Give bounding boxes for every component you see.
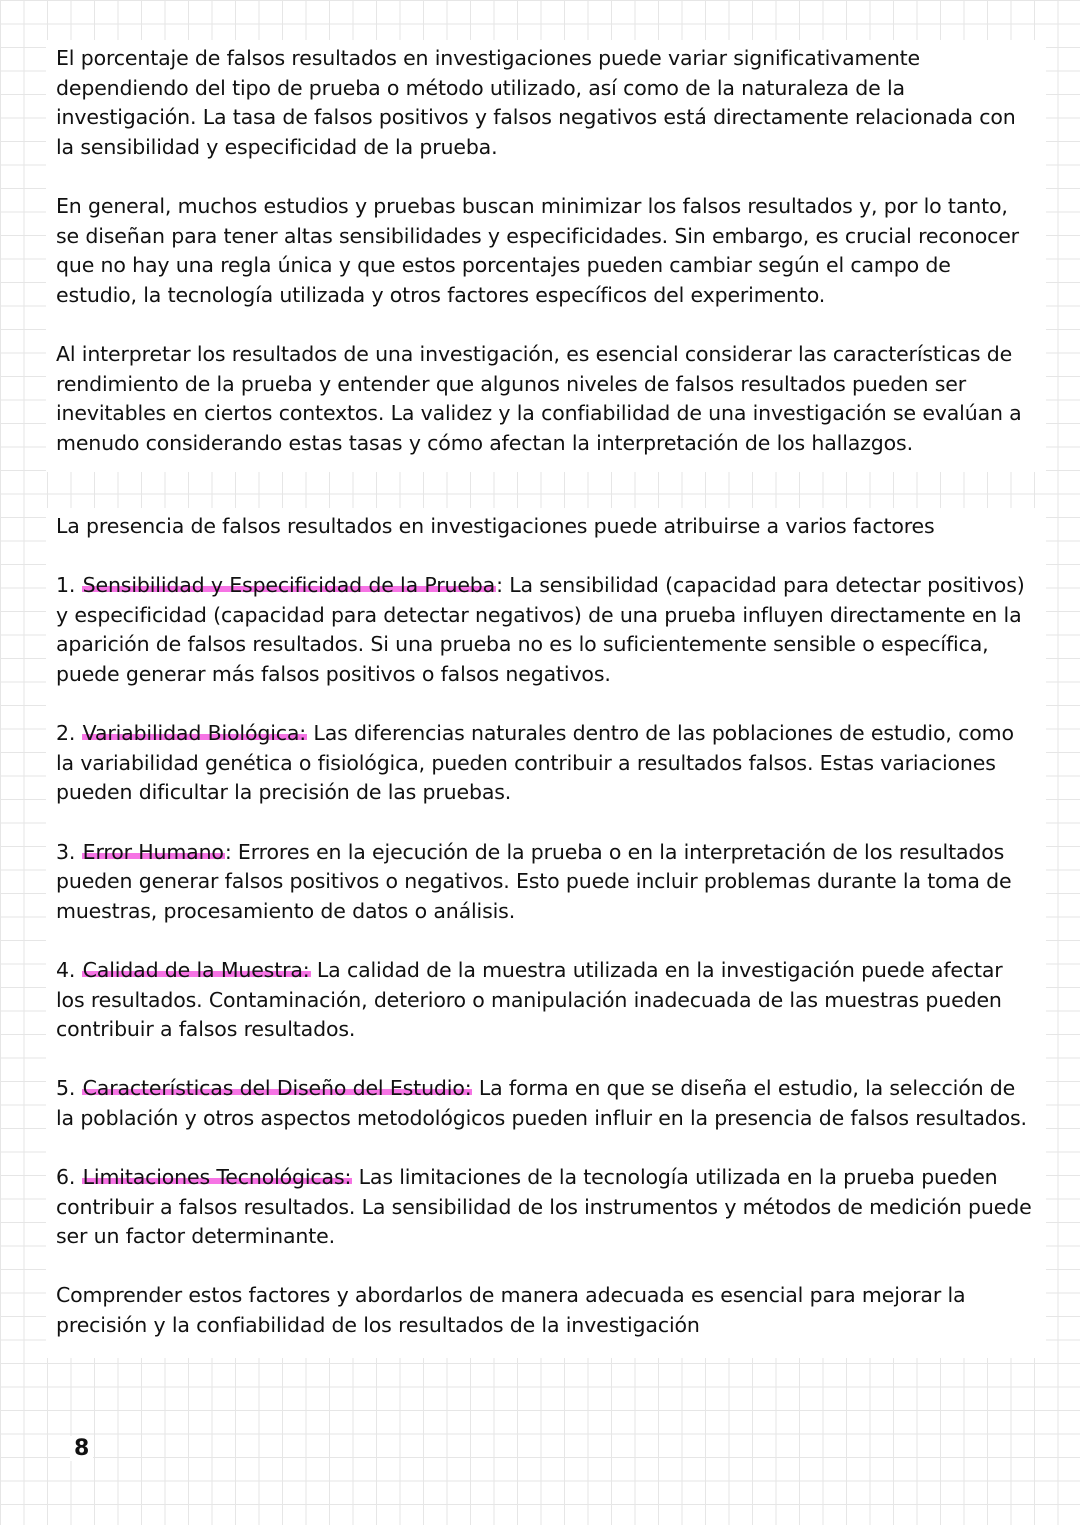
factor-number: 3. <box>56 839 76 864</box>
factor-number: 5. <box>56 1076 76 1101</box>
factor-text: Las diferencias naturales dentro de las poblaciones de estudio, como la variabilidad genética o fisiológica, pueden contribuir a resultados falsos. Estas variaciones pueden dificultar la precisión de las pruebas. <box>56 721 1014 805</box>
factors-heading: La presencia de falsos resultados en investigaciones puede atribuirse a varios factores <box>56 514 935 538</box>
intro-paragraph-2: En general, muchos estudios y pruebas buscan minimizar los falsos resultados y, por lo tanto, se diseñan para tener altas sensibilidades y especificidades. Sin embargo, es crucial reconocer que no hay una regla única y que estos porcentajes pueden cambiar según el campo de estudio, la tecnología utilizada y otros factores específicos del experimento. <box>56 193 1019 307</box>
factor-title: Error Humano <box>82 839 224 864</box>
factor-text: : La sensibilidad (capacidad para detectar positivos) y especificidad (capacidad para detectar negativos) de una prueba influyen directamente en la aparición de falsos resultados. Si una prueba no es lo suficientemente sensible o específica, puede generar más falsos positivos o falsos negativos. <box>56 573 1025 686</box>
factor-title: Sensibilidad y Especificidad de la Prueba <box>82 573 496 598</box>
factor-title: Características del Diseño del Estudio: <box>82 1076 472 1101</box>
factor-number: 1. <box>56 573 76 598</box>
factor-text: : Errores en la ejecución de la prueba o en la interpretación de los resultados pueden generar falsos positivos o negativos. Esto puede incluir problemas durante la toma de muestras, procesamiento de datos o análisis. <box>56 839 1012 923</box>
factor-item <box>56 1163 1036 1252</box>
intro-paragraph-1: El porcentaje de falsos resultados en investigaciones puede variar significativamente dependiendo del tipo de prueba o método utilizado, así como de la naturaleza de la investigación. La tasa de falsos positivos y falsos negativos está directamente relacionada con la sensibilidad y especificidad de la prueba. <box>56 46 1016 159</box>
factor-item <box>56 956 1036 1045</box>
factor-item <box>56 571 1036 689</box>
factor-item <box>56 838 1036 927</box>
factor-item <box>56 719 1036 808</box>
factor-text: La calidad de la muestra utilizada en la investigación puede afectar los resultados. Contaminación, deterioro o manipulación inadecuada de las muestras pueden contribuir a falsos resultados. <box>56 957 1003 1042</box>
factors-section <box>46 508 1046 1358</box>
factor-number: 4. <box>56 957 76 982</box>
factor-text: La forma en que se diseña el estudio, la selección de la población y otros aspectos metodológicos pueden influir en la presencia de falsos resultados. <box>56 1076 1027 1130</box>
factor-number: 6. <box>56 1165 76 1190</box>
intro-paragraph-3: Al interpretar los resultados de una investigación, es esencial considerar las características de rendimiento de la prueba y entender que algunos niveles de falsos resultados pueden ser inevitables en ciertos contextos. La validez y la confiabilidad de una investigación se evalúan a menudo considerando estas tasas y cómo afectan la interpretación de los hallazgos. <box>56 341 1022 455</box>
factor-number: 2. <box>56 721 76 746</box>
factor-title: Calidad de la Muestra: <box>82 957 310 982</box>
factor-item <box>56 1074 1036 1133</box>
factor-text: Las limitaciones de la tecnología utilizada en la prueba pueden contribuir a falsos resultados. La sensibilidad de los instrumentos y métodos de medición puede ser un factor determinante. <box>56 1165 1032 1249</box>
page-number: 8 <box>70 1436 93 1461</box>
factor-title: Limitaciones Tecnológicas: <box>82 1165 352 1190</box>
factor-title: Variabilidad Biológica: <box>82 721 307 746</box>
conclusion-paragraph: Comprender estos factores y abordarlos de manera adecuada es esencial para mejorar la precisión y la confiabilidad de los resultados de la investigación <box>56 1283 966 1338</box>
intro-section <box>46 40 1046 472</box>
